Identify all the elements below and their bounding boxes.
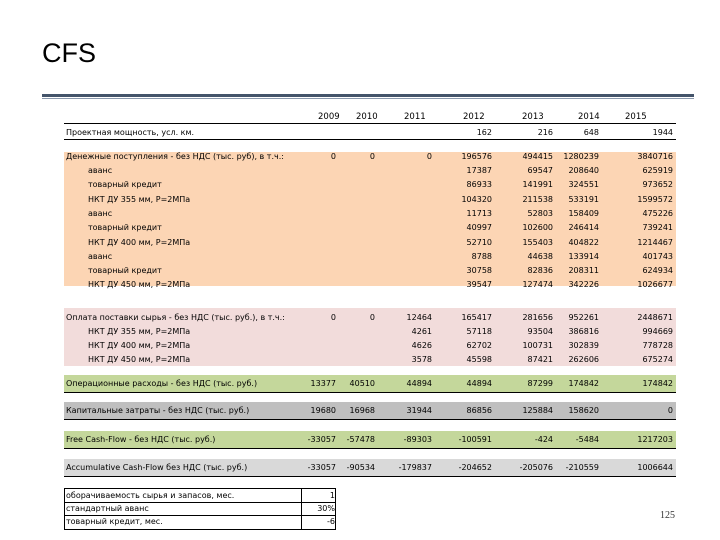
capex-value: 31944: [406, 406, 432, 415]
title-rule: [42, 94, 694, 97]
fcf-value: -33057: [307, 435, 336, 444]
payments-row-value: 87421: [527, 355, 553, 364]
receipts-row-value: 158409: [568, 208, 599, 218]
payments-value: 0: [369, 313, 375, 322]
receipts-row-value: 141991: [522, 180, 553, 190]
payments-value: 952261: [568, 313, 599, 322]
receipts-row-value: 44638: [527, 251, 553, 261]
receipts-value: 196576: [461, 152, 492, 161]
receipts-row-value: 739241: [642, 223, 673, 233]
capacity-value: 162: [476, 128, 492, 137]
page-number: 125: [660, 510, 675, 521]
receipts-row-value: 11713: [466, 208, 492, 218]
parameter-separator: [65, 502, 335, 503]
opex-value: 44894: [466, 379, 492, 388]
fcf-value: 1217203: [637, 435, 673, 444]
opex-value: 174842: [642, 379, 673, 388]
opex-value: 44894: [406, 379, 432, 388]
acf-value: -90534: [346, 463, 375, 472]
receipts-row-value: 1599572: [637, 194, 673, 204]
fcf-value: -100591: [458, 435, 492, 444]
opex-label: Операционные расходы - без НДС (тыс. руб.): [66, 379, 258, 388]
receipts-row-value: 533191: [568, 194, 599, 204]
receipts-row-value: 30758: [466, 266, 492, 276]
row-separator: [64, 419, 676, 420]
row-separator: [64, 448, 676, 449]
payments-row-label: НКТ ДУ 450 мм, Р=2МПа: [88, 355, 191, 364]
receipts-row-value: 246414: [568, 223, 599, 233]
receipts-row-value: 104320: [461, 194, 492, 204]
opex-value: 174842: [568, 379, 599, 388]
receipts-value: 0: [426, 152, 432, 161]
capex-value: 0: [667, 406, 673, 415]
receipts-row-value: 52710: [466, 237, 492, 247]
year-header: 2011: [404, 112, 426, 122]
receipts-row-value: 211538: [522, 194, 553, 204]
receipts-row-value: 324551: [568, 180, 599, 190]
receipts-row-label: НКТ ДУ 400 мм, Р=2МПа: [88, 237, 191, 247]
fcf-label: Free Cash-Flow - без НДС (тыс. руб.): [66, 435, 216, 444]
receipts-value: 0: [369, 152, 375, 161]
fcf-value: -57478: [346, 435, 375, 444]
receipts-row-label: товарный кредит: [88, 180, 162, 190]
acf-value: 1006644: [637, 463, 673, 472]
receipts-row-value: 624934: [642, 266, 673, 276]
payments-row-label: НКТ ДУ 400 мм, Р=2МПа: [88, 341, 191, 350]
slide-title: CFS: [42, 38, 96, 68]
capacity-value: 216: [537, 128, 553, 137]
year-header: 2014: [578, 112, 600, 122]
fcf-value: -5484: [575, 435, 599, 444]
parameter-value: 1: [329, 491, 335, 500]
payments-value: 12464: [406, 313, 432, 322]
parameter-label: товарный кредит, мес.: [66, 517, 163, 526]
receipts-row-value: 69547: [527, 166, 553, 175]
payments-row-value: 675274: [642, 355, 673, 364]
receipts-row-value: 973652: [642, 180, 673, 190]
payments-row-value: 994669: [642, 327, 673, 336]
opex-value: 87299: [527, 379, 553, 388]
fcf-value: -89303: [403, 435, 432, 444]
year-header: 2010: [356, 112, 378, 122]
row-separator: [64, 476, 676, 477]
receipts-row-label: аванс: [88, 251, 113, 261]
receipts-row-value: 401743: [642, 251, 673, 261]
acf-label: Accumulative Cash-Flow без НДС (тыс. руб.): [66, 463, 248, 472]
payments-row-value: 3578: [411, 355, 432, 364]
receipts-row-value: 52803: [527, 208, 553, 218]
acf-value: -204652: [458, 463, 492, 472]
receipts-row-value: 342226: [568, 280, 599, 290]
year-header: 2015: [625, 112, 647, 122]
receipts-row-value: 17387: [466, 166, 492, 175]
parameter-value: 30%: [317, 504, 335, 513]
receipts-row-label: НКТ ДУ 450 мм, Р=2МПа: [88, 280, 191, 290]
year-header: 2013: [522, 112, 544, 122]
capex-label: Капитальные затраты - без НДС (тыс. руб.): [66, 406, 250, 415]
receipts-row-value: 155403: [522, 237, 553, 247]
receipts-row-value: 40997: [466, 223, 492, 233]
payments-value: 165417: [461, 313, 492, 322]
payments-row-value: 4626: [411, 341, 432, 350]
capex-value: 19680: [310, 406, 336, 415]
payments-row-value: 4261: [411, 327, 432, 336]
receipts-row-value: 404822: [568, 237, 599, 247]
acf-value: -179837: [398, 463, 432, 472]
row-separator: [64, 139, 676, 140]
receipts-row-value: 208640: [568, 166, 599, 175]
receipts-row-value: 475226: [642, 208, 673, 218]
payments-label: Оплата поставки сырья - без НДС (тыс. руб.), в т.ч.:: [66, 313, 285, 322]
receipts-row-value: 82836: [527, 266, 553, 276]
row-separator: [64, 123, 676, 124]
payments-row-value: 57118: [466, 327, 492, 336]
capex-value: 158620: [568, 406, 599, 415]
payments-row-value: 100731: [522, 341, 553, 350]
payments-row-value: 93504: [527, 327, 553, 336]
receipts-row-label: НКТ ДУ 355 мм, Р=2МПа: [88, 194, 191, 204]
receipts-row-label: товарный кредит: [88, 266, 162, 276]
title-rule-thin: [42, 98, 694, 99]
receipts-value: 494415: [522, 152, 553, 161]
receipts-value: 0: [330, 152, 336, 161]
receipts-label: Денежные поступления - без НДС (тыс. руб), в т.ч.:: [66, 152, 284, 161]
parameter-separator: [65, 515, 335, 516]
capex-value: 86856: [466, 406, 492, 415]
receipts-row-value: 8788: [471, 251, 492, 261]
capacity-label: Проектная мощность, усл. км.: [66, 128, 195, 137]
receipts-row-value: 625919: [642, 166, 673, 175]
payments-row-value: 62702: [466, 341, 492, 350]
capacity-value: 1944: [652, 128, 673, 137]
acf-value: -33057: [307, 463, 336, 472]
parameter-value: -6: [327, 517, 335, 526]
payments-value: 281656: [522, 313, 553, 322]
payments-row-value: 778728: [642, 341, 673, 350]
row-separator: [64, 392, 676, 393]
receipts-value: 1280239: [563, 152, 599, 161]
parameter-label: стандартный аванс: [66, 504, 149, 513]
receipts-row-value: 1214467: [637, 237, 673, 247]
payments-row-value: 45598: [466, 355, 492, 364]
acf-value: -205076: [519, 463, 553, 472]
payments-row-value: 302839: [568, 341, 599, 350]
receipts-row-value: 86933: [466, 180, 492, 190]
receipts-row-value: 39547: [466, 280, 492, 290]
receipts-value: 3840716: [637, 152, 673, 161]
receipts-row-value: 1026677: [637, 280, 673, 290]
receipts-row-label: товарный кредит: [88, 223, 162, 233]
receipts-row-value: 208311: [568, 266, 599, 276]
capacity-value: 648: [583, 128, 599, 137]
year-header: 2012: [463, 112, 485, 122]
payments-row-value: 262606: [568, 355, 599, 364]
acf-value: -210559: [565, 463, 599, 472]
opex-value: 13377: [310, 379, 336, 388]
receipts-row-value: 127474: [522, 280, 553, 290]
parameters-divider: [301, 489, 302, 529]
receipts-row-value: 133914: [568, 251, 599, 261]
capex-value: 16968: [349, 406, 375, 415]
opex-value: 40510: [349, 379, 375, 388]
fcf-value: -424: [534, 435, 553, 444]
year-header: 2009: [318, 112, 340, 122]
payments-value: 2448671: [637, 313, 673, 322]
receipts-row-label: аванс: [88, 208, 113, 218]
receipts-row-value: 102600: [522, 223, 553, 233]
parameter-label: оборачиваемость сырья и запасов, мес.: [66, 491, 235, 500]
payments-value: 0: [330, 313, 336, 322]
payments-row-value: 386816: [568, 327, 599, 336]
payments-row-label: НКТ ДУ 355 мм, Р=2МПа: [88, 327, 191, 336]
capex-value: 125884: [522, 406, 553, 415]
receipts-row-label: аванс: [88, 166, 113, 175]
parameters-box: [64, 488, 336, 530]
